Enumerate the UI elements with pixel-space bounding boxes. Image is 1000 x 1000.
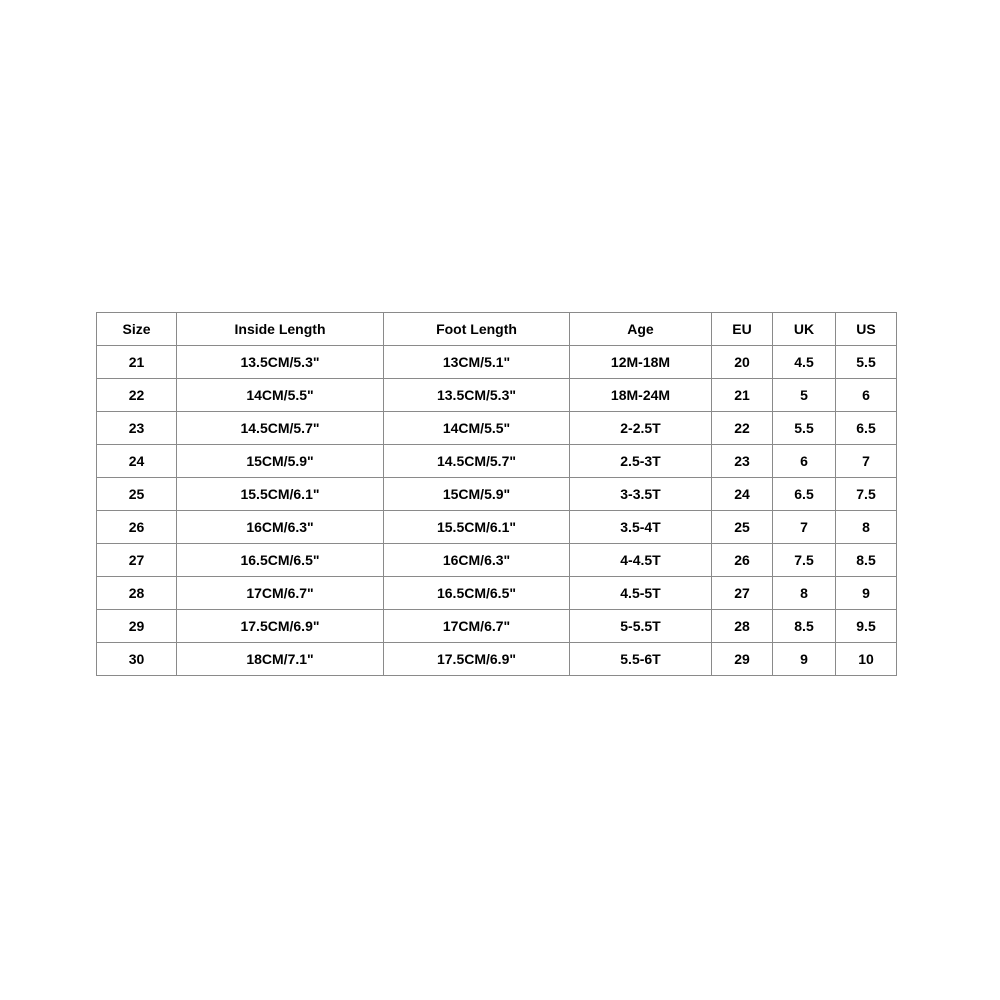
table-row [97, 445, 897, 478]
cell-us: 7 [836, 445, 897, 478]
header-eu: EU [712, 313, 773, 346]
cell-size: 26 [97, 511, 177, 544]
cell-age: 5.5-6T [570, 643, 712, 676]
cell-uk: 6 [773, 445, 836, 478]
cell-uk: 9 [773, 643, 836, 676]
table-header [97, 313, 897, 346]
cell-us: 7.5 [836, 478, 897, 511]
cell-size: 29 [97, 610, 177, 643]
cell-uk: 8.5 [773, 610, 836, 643]
header-us: US [836, 313, 897, 346]
cell-inside-length: 14CM/5.5" [177, 379, 384, 412]
cell-foot-length: 14CM/5.5" [384, 412, 570, 445]
cell-age: 3.5-4T [570, 511, 712, 544]
header-inside-length: Inside Length [177, 313, 384, 346]
header-row [97, 313, 897, 346]
cell-foot-length: 16CM/6.3" [384, 544, 570, 577]
table-row [97, 643, 897, 676]
cell-age: 3-3.5T [570, 478, 712, 511]
cell-foot-length: 15CM/5.9" [384, 478, 570, 511]
header-size: Size [97, 313, 177, 346]
cell-us: 5.5 [836, 346, 897, 379]
table-row [97, 610, 897, 643]
cell-us: 10 [836, 643, 897, 676]
cell-age: 2.5-3T [570, 445, 712, 478]
cell-uk: 8 [773, 577, 836, 610]
cell-foot-length: 13CM/5.1" [384, 346, 570, 379]
cell-size: 22 [97, 379, 177, 412]
cell-uk: 5 [773, 379, 836, 412]
header-age: Age [570, 313, 712, 346]
cell-eu: 22 [712, 412, 773, 445]
cell-foot-length: 13.5CM/5.3" [384, 379, 570, 412]
cell-inside-length: 17.5CM/6.9" [177, 610, 384, 643]
cell-foot-length: 16.5CM/6.5" [384, 577, 570, 610]
cell-foot-length: 17CM/6.7" [384, 610, 570, 643]
cell-foot-length: 15.5CM/6.1" [384, 511, 570, 544]
table-row [97, 346, 897, 379]
cell-eu: 24 [712, 478, 773, 511]
cell-uk: 7 [773, 511, 836, 544]
cell-inside-length: 16.5CM/6.5" [177, 544, 384, 577]
cell-uk: 6.5 [773, 478, 836, 511]
cell-uk: 5.5 [773, 412, 836, 445]
cell-size: 25 [97, 478, 177, 511]
cell-us: 6.5 [836, 412, 897, 445]
header-uk: UK [773, 313, 836, 346]
cell-eu: 27 [712, 577, 773, 610]
cell-inside-length: 18CM/7.1" [177, 643, 384, 676]
cell-size: 28 [97, 577, 177, 610]
cell-us: 6 [836, 379, 897, 412]
cell-inside-length: 14.5CM/5.7" [177, 412, 384, 445]
size-chart-table [96, 312, 897, 676]
cell-age: 4.5-5T [570, 577, 712, 610]
cell-size: 21 [97, 346, 177, 379]
cell-eu: 23 [712, 445, 773, 478]
cell-size: 23 [97, 412, 177, 445]
cell-inside-length: 13.5CM/5.3" [177, 346, 384, 379]
table-row [97, 577, 897, 610]
cell-inside-length: 17CM/6.7" [177, 577, 384, 610]
header-foot-length: Foot Length [384, 313, 570, 346]
cell-foot-length: 17.5CM/6.9" [384, 643, 570, 676]
cell-us: 9.5 [836, 610, 897, 643]
cell-eu: 26 [712, 544, 773, 577]
cell-eu: 28 [712, 610, 773, 643]
cell-foot-length: 14.5CM/5.7" [384, 445, 570, 478]
table-row [97, 379, 897, 412]
table-row [97, 478, 897, 511]
cell-age: 18M-24M [570, 379, 712, 412]
cell-inside-length: 16CM/6.3" [177, 511, 384, 544]
table-row [97, 412, 897, 445]
cell-us: 8 [836, 511, 897, 544]
cell-us: 8.5 [836, 544, 897, 577]
cell-size: 24 [97, 445, 177, 478]
cell-eu: 20 [712, 346, 773, 379]
cell-inside-length: 15.5CM/6.1" [177, 478, 384, 511]
cell-eu: 21 [712, 379, 773, 412]
cell-eu: 29 [712, 643, 773, 676]
table-body [97, 346, 897, 676]
cell-us: 9 [836, 577, 897, 610]
cell-size: 27 [97, 544, 177, 577]
cell-age: 5-5.5T [570, 610, 712, 643]
cell-age: 4-4.5T [570, 544, 712, 577]
cell-inside-length: 15CM/5.9" [177, 445, 384, 478]
table-row [97, 511, 897, 544]
cell-uk: 7.5 [773, 544, 836, 577]
cell-size: 30 [97, 643, 177, 676]
cell-age: 12M-18M [570, 346, 712, 379]
cell-uk: 4.5 [773, 346, 836, 379]
table-row [97, 544, 897, 577]
cell-age: 2-2.5T [570, 412, 712, 445]
cell-eu: 25 [712, 511, 773, 544]
